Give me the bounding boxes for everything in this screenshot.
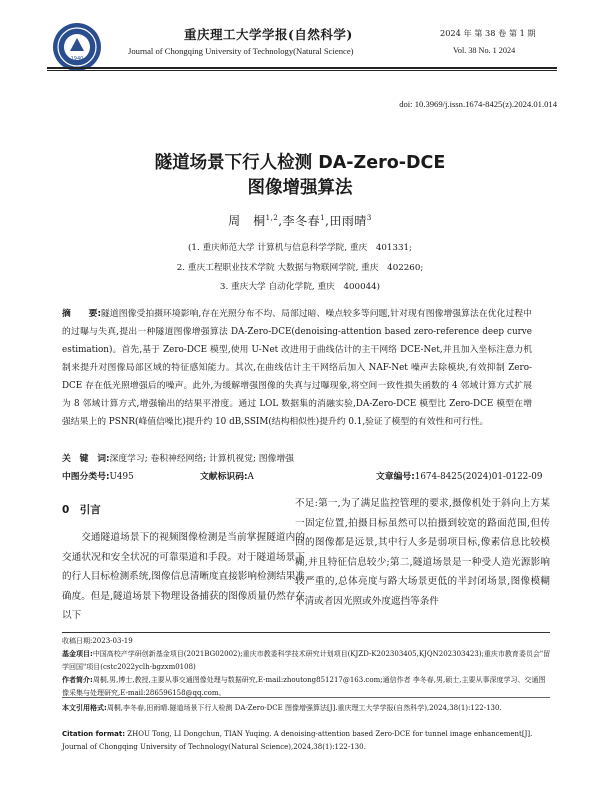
document-code: 文献标识码:A	[200, 472, 254, 482]
author-bio: 作者简介:周桐,男,博士,教授,主要从事交通图像处理与数据研究,E-mail:zhoutong851217@163.com;通信作者 李冬春,男,硕士,主要从事深度学习、交通图像采集与处理研究,E-mail:286596158@qq.com。	[62, 676, 546, 697]
body-right-column: 不足:第一,为了满足监控管理的要求,摄像机处于斜向上方某一固定位置,拍摄目标虽然可以拍摄到较宽的路面范围,但传回的图像都是远景,其中行人多是弱项目标,像素信息比较模糊,并且特征信息较少;第二,隧道场景是一种受人造光源影响较严重的,总体亮度与路大场景更低的半封闭场景,图像模糊不清或者因光照或外度遮挡等条件	[295, 498, 550, 607]
affiliation-2: 2. 重庆工程职业技术学院 大数据与物联网学院, 重庆 402260;	[176, 263, 424, 273]
article-number: 文章编号:1674-8425(2024)01-0122-09	[376, 472, 543, 482]
header-rule	[47, 67, 557, 69]
doi[interactable]: doi: 10.3969/j.issn.1674-8425(z).2024.01.014	[399, 99, 557, 109]
citation-rule	[62, 697, 550, 698]
logo-year: 1940	[70, 56, 84, 62]
citation-en: Citation format: ZHOU Tong, LI Dongchun, TIAN Yuqing. A denoising-attention based Zero-DCE for tunnel image enhancement[J]. Journal of Chongqing University of Technology(Natural Science),2024,38(1):122-130.	[62, 730, 533, 751]
authors: 周 桐$^{1,2}$,李冬春$^1$,田雨晴$^3$	[228, 214, 372, 228]
journal-title-en: Journal of Chongqing University of Technology(Natural Science)	[128, 46, 354, 56]
keywords-text: 深度学习; 卷积神经网络; 计算机视觉; 图像增强	[109, 454, 294, 464]
issue-info-en: Vol. 38 No. 1 2024	[453, 46, 516, 55]
fund-info: 基金项目:中国高校产学研创新基金项目(2021BG02002);重庆市教委科学技术研究计划项目(KJZD-K202303405,KJQN202303423);重庆市教育委员会"留学回国"项目(cstc2022yclh-bgzxm0108)	[62, 650, 551, 671]
section-heading: 0 引言	[62, 504, 101, 516]
footnote-rule	[62, 632, 550, 633]
header-rule-thin	[47, 70, 557, 71]
body-left-column: 交通隧道场景下的视频图像检测是当前掌握隧道内的交通状况和安全状况的可靠渠道和手段。对于隧道场景下的行人目标检测系统,图像信息清晰度直接影响检测结果准确度。但是,隧道场景下物理设备捕获的图像质量仍然存在以下	[62, 532, 305, 621]
received-date: 收稿日期:2023-03-19	[62, 637, 133, 645]
abstract-label: 摘 要:	[62, 309, 101, 319]
keywords-label: 关 键 词:	[62, 454, 110, 464]
affiliation-1: (1. 重庆师范大学 计算机与信息科学学院, 重庆 401331;	[188, 243, 412, 253]
keywords	[62, 451, 532, 464]
abstract-text: 隧道图像受拍摄环境影响,存在光照分布不均、局部过暗、噪点较多等问题,针对现有图像增强算法在优化过程中的过曝与失真,提出一种隧道图像增强算法 DA-Zero-DCE(denoising-attention based zero-reference deep curve estimation)。首先,基于 Zero-DCE 模型,使用 U-Net 改进用于曲线估计的主干网络 DCE-Net,并且加入坐标注意力机制来提升对图像局部区域的特征感知能力。其次,在曲线估计主干网络后加入 NAF-Net 噪声去除模块,有效抑制 Zero-DCE 存在低光照增强后的噪声。此外,为缓解增强图像的失真与过曝现象,将空间一致性损失函数的 4 邻域计算方式扩展为 8 邻域计算方式,增强输出的结果平滑度。通过 LOL 数据集的消融实验,DA-Zero-DCE 模型比 Zero-DCE 模型在增强结果上的 PSNR(峰值信噪比)提升约 10 dB,SSIM(结构相似性)提升约 0.1,验证了模型的有效性和可行性。	[62, 309, 532, 427]
issue-info-cn: 2024 年 第 38 卷 第 1 期	[440, 28, 536, 38]
abstract	[62, 305, 532, 431]
clc-number: 中图分类号:U495	[62, 472, 134, 482]
paper-title-line1: 隧道场景下行人检测 DA-Zero-DCE	[154, 153, 446, 173]
university-logo	[52, 22, 102, 72]
paper-title-line2: 图像增强算法	[247, 178, 353, 198]
journal-title-cn: 重庆理工大学学报(自然科学)	[184, 27, 353, 42]
affiliation-3: 3. 重庆大学 自动化学院, 重庆 400044)	[219, 282, 381, 292]
citation-cn: 本文引用格式:周桐,李冬春,田雨晴.隧道场景下行人检测 DA-Zero-DCE 图像增强算法[J].重庆理工大学学报(自然科学),2024,38(1):122-130.	[62, 704, 502, 712]
